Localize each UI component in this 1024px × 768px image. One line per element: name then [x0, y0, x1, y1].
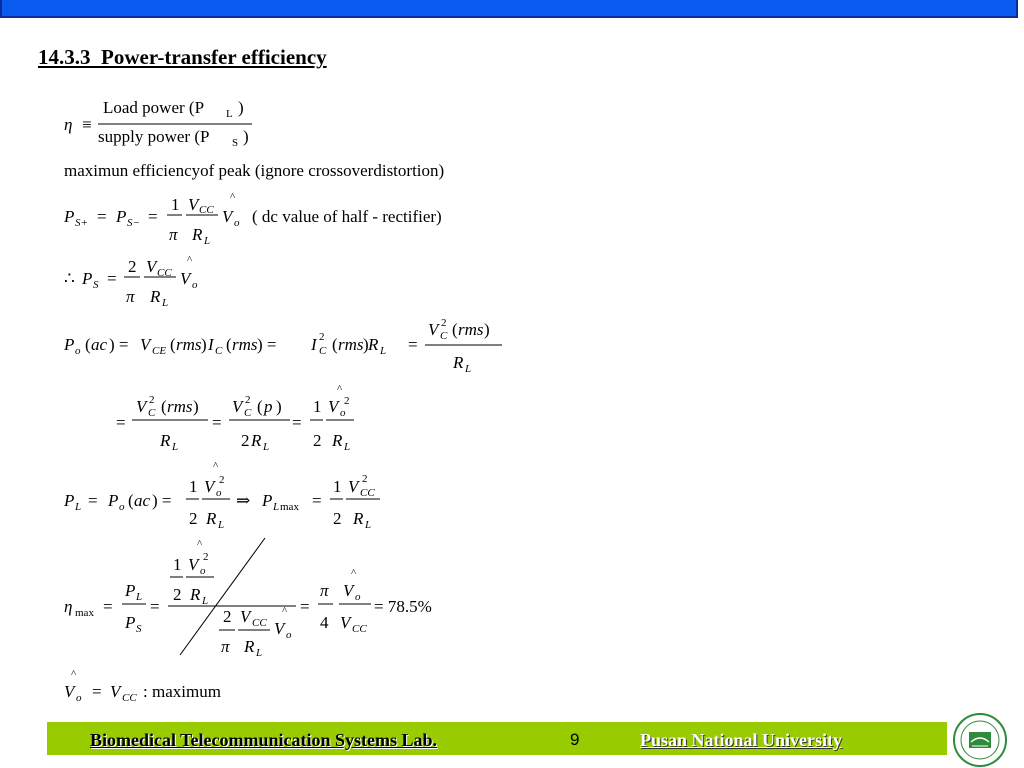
svg-text:o: o	[76, 692, 82, 704]
svg-text:P: P	[262, 491, 273, 510]
svg-text:o: o	[192, 279, 198, 291]
efficiency-note: maximun efficiencyof peak (ignore crossoverdistortion)	[64, 161, 445, 180]
svg-text:^: ^	[213, 460, 219, 472]
output-power-equation	[63, 317, 502, 375]
svg-text:2: 2	[245, 394, 251, 406]
svg-text:L: L	[172, 441, 179, 453]
svg-text:V: V	[136, 397, 147, 416]
svg-text:=: =	[92, 682, 102, 701]
svg-text:V: V	[232, 397, 243, 416]
svg-text:(: (	[170, 335, 176, 354]
svg-text:S+: S+	[75, 217, 88, 229]
svg-text:V: V	[64, 682, 75, 701]
svg-text:S−: S−	[127, 217, 140, 229]
maximum-label: : maximum	[143, 682, 221, 701]
svg-text:π: π	[126, 287, 135, 306]
svg-text:2: 2	[189, 509, 198, 528]
svg-text:rms: rms	[232, 335, 258, 354]
total-supply-power-equation	[64, 254, 198, 309]
efficiency-definition	[64, 98, 252, 149]
svg-text:P: P	[125, 581, 136, 600]
svg-text:π: π	[169, 225, 178, 244]
svg-text:2: 2	[173, 585, 182, 604]
svg-text:L: L	[465, 363, 472, 375]
svg-text:=: =	[107, 269, 117, 288]
svg-text:^: ^	[197, 538, 203, 550]
svg-text:o: o	[234, 217, 240, 229]
svg-text:): )	[243, 127, 249, 146]
svg-text:=: =	[150, 597, 160, 616]
svg-text:R: R	[453, 353, 464, 372]
load-power-equation	[63, 460, 380, 531]
svg-text:^: ^	[187, 254, 193, 266]
svg-text:S: S	[232, 137, 239, 149]
svg-text:): )	[363, 335, 369, 354]
svg-text:(: (	[161, 397, 167, 416]
svg-text:(: (	[85, 335, 91, 354]
svg-text:2: 2	[241, 431, 250, 450]
svg-text:o: o	[355, 591, 361, 603]
svg-text:(: (	[128, 491, 134, 510]
svg-text:2: 2	[149, 394, 155, 406]
svg-text:1: 1	[189, 477, 198, 496]
svg-text:2: 2	[223, 607, 232, 626]
footer-university-name: Pusan National University	[640, 730, 843, 750]
svg-text:η: η	[64, 115, 73, 134]
svg-text:P: P	[64, 491, 75, 510]
output-power-expansion	[116, 383, 354, 453]
svg-text:V: V	[274, 619, 285, 638]
svg-text:CC: CC	[252, 617, 267, 629]
svg-text:=: =	[116, 413, 126, 432]
svg-text:2: 2	[441, 317, 447, 329]
svg-text:2: 2	[319, 331, 325, 343]
svg-text:^: ^	[351, 567, 357, 579]
svg-text:V: V	[146, 257, 157, 276]
svg-text:R: R	[368, 335, 379, 354]
svg-text:(: (	[257, 397, 263, 416]
svg-text:CC: CC	[360, 487, 375, 499]
svg-text:V: V	[222, 207, 233, 226]
svg-text:=: =	[300, 597, 310, 616]
svg-text:V: V	[328, 397, 339, 416]
svg-text:max: max	[280, 501, 299, 513]
svg-text:L: L	[136, 591, 143, 603]
svg-text:V: V	[188, 555, 199, 574]
svg-text:R: R	[332, 431, 343, 450]
svg-text:C: C	[319, 345, 327, 357]
svg-text:R: R	[160, 431, 171, 450]
svg-text:R: R	[190, 585, 201, 604]
svg-text:L: L	[226, 108, 233, 120]
svg-text:2: 2	[313, 431, 322, 450]
svg-text:ac: ac	[134, 491, 151, 510]
svg-text:C: C	[148, 407, 156, 419]
svg-text:=: =	[212, 413, 222, 432]
svg-text:L: L	[273, 501, 280, 513]
svg-text:C: C	[244, 407, 252, 419]
svg-text:) =: ) =	[152, 491, 172, 510]
svg-text:V: V	[140, 335, 151, 354]
svg-text:V: V	[428, 320, 439, 339]
svg-text:V: V	[110, 682, 121, 701]
eq1-numerator: Load power (P	[103, 98, 205, 117]
svg-text:CC: CC	[352, 623, 367, 635]
svg-text:L: L	[263, 441, 270, 453]
svg-text:=: =	[312, 491, 322, 510]
svg-text:R: R	[192, 225, 203, 244]
svg-text:1: 1	[313, 397, 322, 416]
svg-text:2: 2	[362, 473, 368, 485]
svg-text:o: o	[286, 629, 292, 641]
svg-text:1: 1	[173, 555, 182, 574]
section-title: 14.3.3 Power-transfer efficiency	[38, 45, 327, 69]
svg-text:rms: rms	[458, 320, 484, 339]
svg-text:S: S	[93, 279, 99, 291]
svg-text:P: P	[125, 613, 136, 632]
svg-text:rms: rms	[176, 335, 202, 354]
svg-text:=: =	[292, 413, 302, 432]
svg-text:2: 2	[219, 474, 225, 486]
svg-text:CC: CC	[199, 204, 214, 216]
svg-text:=: =	[148, 207, 158, 226]
svg-text:L: L	[256, 647, 263, 659]
svg-text:V: V	[348, 477, 359, 496]
svg-text:o: o	[216, 487, 222, 499]
svg-text:2: 2	[333, 509, 342, 528]
svg-text:V: V	[340, 613, 351, 632]
svg-text:): )	[484, 320, 490, 339]
eq1-denominator: supply power (P	[98, 127, 210, 146]
svg-text:π: π	[320, 581, 329, 600]
svg-text:2: 2	[128, 257, 137, 276]
svg-text:=: =	[103, 597, 113, 616]
max-swing-condition	[64, 668, 221, 704]
svg-text:o: o	[340, 407, 346, 419]
supply-power-equation	[63, 191, 442, 247]
svg-text:o: o	[119, 501, 125, 513]
svg-text:max: max	[75, 607, 94, 619]
svg-text:P: P	[64, 335, 75, 354]
svg-text:V: V	[240, 607, 251, 626]
svg-text:R: R	[150, 287, 161, 306]
svg-text:p: p	[264, 397, 273, 416]
university-seal-icon	[950, 712, 1010, 768]
svg-text:∴: ∴	[64, 269, 75, 288]
svg-text:L: L	[380, 345, 387, 357]
svg-text:R: R	[244, 637, 255, 656]
svg-text:R: R	[353, 509, 364, 528]
svg-text:): )	[276, 397, 282, 416]
svg-text:(: (	[332, 335, 338, 354]
page-number: 9	[570, 730, 580, 749]
svg-text:L: L	[202, 595, 209, 607]
svg-text:C: C	[215, 345, 223, 357]
svg-text:2: 2	[344, 395, 350, 407]
efficiency-result: = 78.5%	[374, 597, 432, 616]
svg-text:CC: CC	[157, 267, 172, 279]
svg-text:V: V	[188, 195, 199, 214]
svg-text:^: ^	[230, 191, 236, 203]
svg-text:V: V	[204, 477, 215, 496]
svg-text:π: π	[221, 637, 230, 656]
svg-text:L: L	[365, 519, 372, 531]
svg-text:CE: CE	[152, 345, 167, 357]
svg-text:CC: CC	[122, 692, 137, 704]
svg-text:L: L	[218, 519, 225, 531]
svg-text:4: 4	[320, 613, 329, 632]
svg-text:=: =	[97, 207, 107, 226]
svg-text:R: R	[251, 431, 262, 450]
svg-text:V: V	[343, 581, 354, 600]
svg-text:): )	[193, 397, 199, 416]
svg-text:o: o	[75, 345, 81, 357]
half-rectifier-note: ( dc value of half - rectifier)	[252, 207, 442, 226]
svg-text:L: L	[75, 501, 82, 513]
svg-text:o: o	[200, 565, 206, 577]
svg-text:P: P	[116, 207, 127, 226]
svg-text:I: I	[208, 335, 214, 354]
svg-text:) =: ) =	[257, 335, 277, 354]
svg-text:^: ^	[337, 383, 343, 395]
svg-text:R: R	[206, 509, 217, 528]
svg-text:rms: rms	[167, 397, 193, 416]
svg-text:V: V	[180, 269, 191, 288]
svg-text:(: (	[452, 320, 458, 339]
svg-text:⇒: ⇒	[236, 491, 251, 510]
svg-text:=: =	[88, 491, 98, 510]
svg-text:P: P	[82, 269, 93, 288]
svg-text:^: ^	[282, 605, 288, 617]
svg-text:L: L	[204, 235, 211, 247]
svg-text:I: I	[311, 335, 317, 354]
svg-text:2: 2	[203, 551, 209, 563]
svg-text:η: η	[64, 597, 73, 616]
svg-text:≡: ≡	[82, 115, 92, 134]
svg-text:C: C	[440, 330, 448, 342]
svg-text:rms: rms	[338, 335, 364, 354]
svg-text:L: L	[344, 441, 351, 453]
svg-text:=: =	[408, 335, 418, 354]
svg-text:): )	[201, 335, 207, 354]
svg-text:^: ^	[71, 668, 77, 680]
svg-text:ac: ac	[91, 335, 108, 354]
svg-text:P: P	[108, 491, 119, 510]
svg-text:P: P	[64, 207, 75, 226]
svg-text:): )	[238, 98, 244, 117]
svg-text:L: L	[162, 297, 169, 309]
svg-text:1: 1	[333, 477, 342, 496]
svg-text:1: 1	[171, 195, 180, 214]
svg-text:) =: ) =	[109, 335, 129, 354]
svg-text:S: S	[136, 623, 142, 635]
max-efficiency-equation	[64, 538, 432, 659]
footer-lab-name: Biomedical Telecommunication Systems Lab.	[90, 730, 438, 750]
svg-text:(: (	[226, 335, 232, 354]
